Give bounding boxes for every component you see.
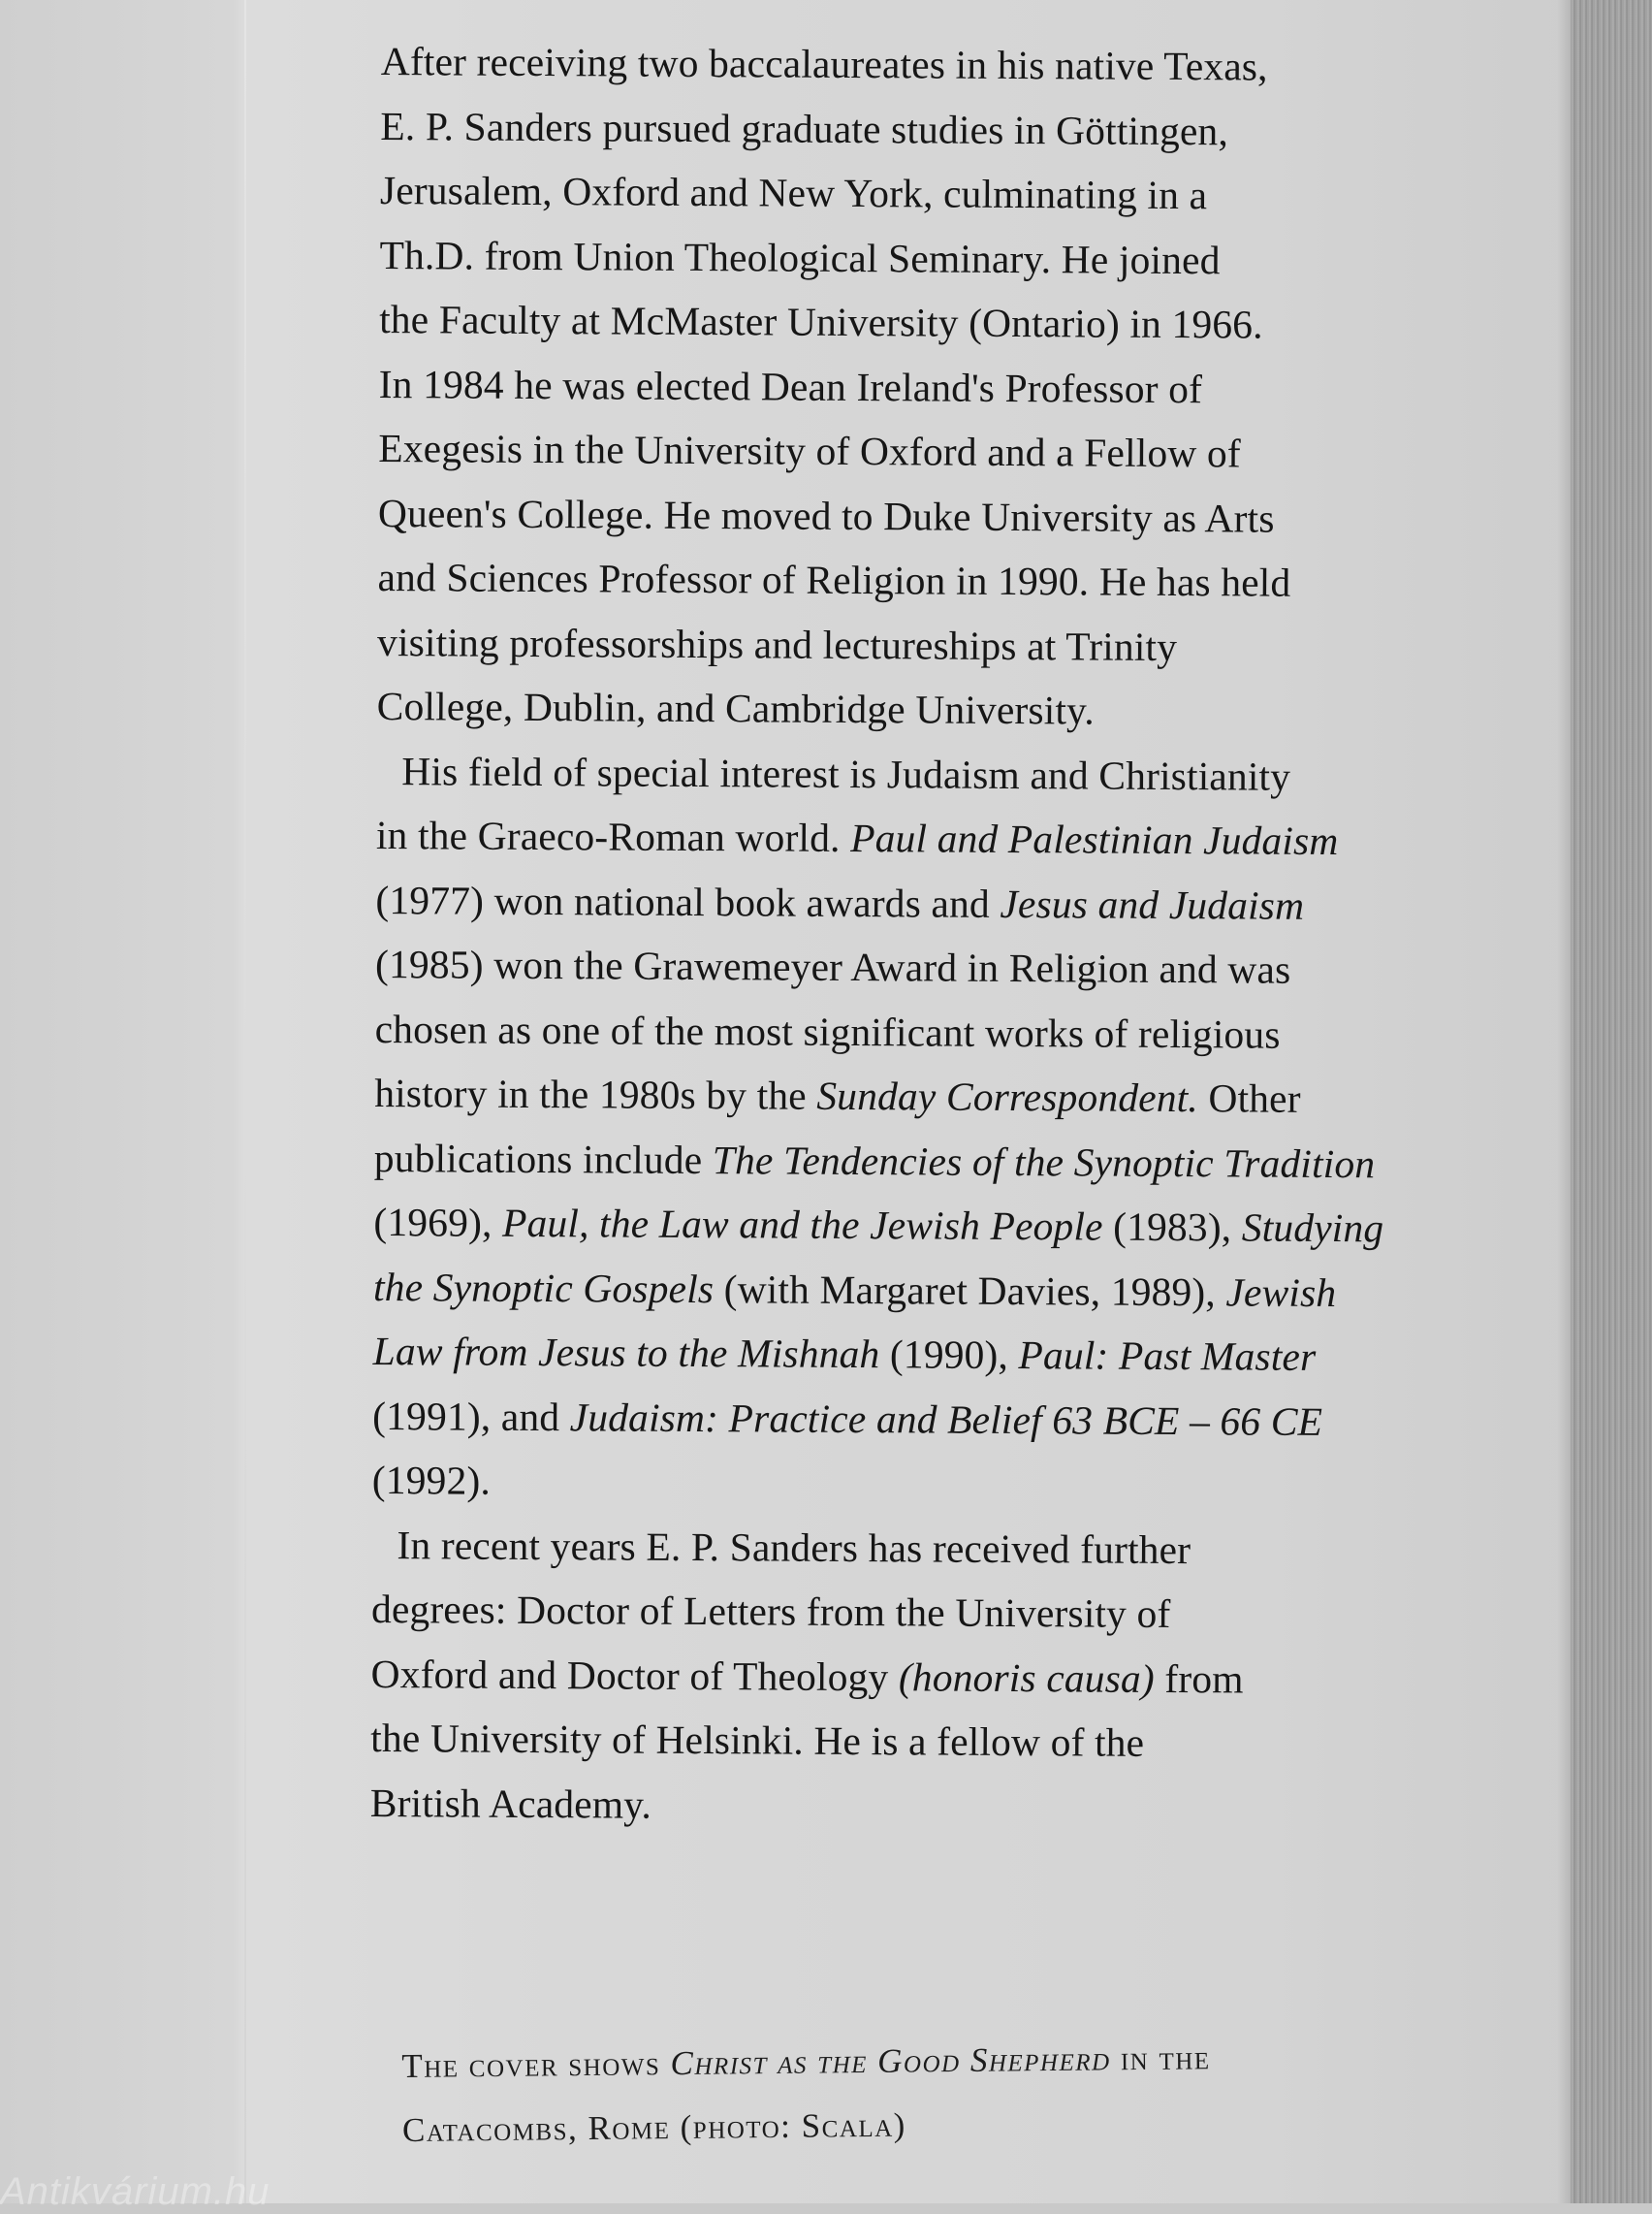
artwork-title: Christ as the Good Shepherd — [670, 2039, 1111, 2083]
bio-line: Th.D. from Union Theological Seminary. He joined — [379, 232, 1221, 282]
publication-title: Sunday Correspondent. — [816, 1073, 1199, 1121]
text-run: Catacombs, Rome (photo: Scala) — [401, 2105, 907, 2149]
caption-line — [402, 2089, 1334, 2163]
text-run: chosen as one of the most significant works of religious — [374, 1006, 1281, 1057]
book-subtitle: 63 BCE – 66 CE — [1052, 1396, 1323, 1444]
bio-line: the Faculty at McMaster University (Ontario) in 1966. — [379, 296, 1263, 347]
text-run: from — [1164, 1655, 1244, 1701]
bio-line: After receiving two baccalaureates in his native Texas, — [380, 38, 1268, 89]
book-title: Paul, the Law and the Jewish People — [501, 1200, 1103, 1249]
bio-line: Jerusalem, Oxford and New York, culminating in a — [379, 167, 1208, 218]
text-run: British Academy. — [369, 1780, 652, 1827]
text-run: (1992). — [371, 1457, 492, 1503]
book-title: Jesus and Judaism — [1000, 881, 1305, 928]
text-run: His field of special interest is Judaism and Christianity — [401, 748, 1291, 799]
bio-line — [371, 1512, 1370, 1583]
caption-line — [401, 2025, 1333, 2099]
bio-line — [370, 1770, 1369, 1841]
bio-line — [373, 1125, 1376, 1196]
book-title: the Synoptic Gospels — [372, 1264, 715, 1311]
book-title: Judaism: Practice and Belief — [569, 1394, 1042, 1442]
bio-line — [375, 996, 1374, 1067]
text-run: (1969), — [373, 1199, 492, 1245]
bio-line — [375, 867, 1374, 938]
bio-line — [370, 1706, 1369, 1777]
bio-line: In 1984 he was elected Dean Ireland's Professor of — [378, 361, 1203, 411]
bio-line — [370, 1641, 1369, 1712]
text-run: the University of Helsinki. He is a fellow of the — [370, 1715, 1145, 1765]
bio-line: Exegesis in the University of Oxford and a Fellow of — [378, 425, 1241, 476]
bio-line: Queen's College. He moved to Duke University as Arts — [377, 490, 1275, 541]
book-title: Paul and Palestinian Judaism — [850, 815, 1339, 864]
book-title: Paul: Past Master — [1018, 1332, 1317, 1379]
bio-line — [376, 803, 1375, 874]
text-run: The cover shows — [401, 2044, 661, 2085]
text-run: (1990), — [889, 1332, 1009, 1377]
text-run: in the Graeco-Roman world. — [375, 812, 841, 860]
text-run: degrees: Doctor of Letters from the University of — [370, 1586, 1171, 1637]
bio-line: College, Dublin, and Cambridge University. — [376, 683, 1095, 733]
text-run: (with Margaret Davies, 1989), — [723, 1266, 1217, 1314]
text-run: (1977) won national book awards and — [375, 877, 991, 926]
bio-line: visiting professorships and lectureships at Trinity — [377, 619, 1178, 669]
fold-line — [244, 0, 246, 2203]
bio-paragraph-2 — [371, 738, 1384, 1518]
text-run: history in the 1980s by the — [374, 1070, 807, 1118]
book-page-edges — [1571, 0, 1652, 2203]
book-title: Law from Jesus to the Mishnah — [372, 1328, 880, 1377]
book-title: Jewish — [1225, 1268, 1337, 1315]
bio-line — [372, 1319, 1371, 1390]
bio-line — [374, 1061, 1373, 1132]
bio-line — [371, 1577, 1370, 1648]
book-title: Studying — [1241, 1204, 1384, 1251]
cover-caption — [401, 2025, 1333, 2163]
text-run: Oxford and Doctor of Theology — [370, 1651, 889, 1699]
watermark: Antikvárium.hu — [0, 2170, 270, 2213]
text-run: publications include — [373, 1135, 703, 1182]
bio-line — [372, 1448, 1371, 1519]
book-title: The Tendencies of the Synoptic Tradition — [712, 1137, 1376, 1186]
text-run: In recent years E. P. Sanders has received further — [397, 1522, 1191, 1572]
bio-line: and Sciences Professor of Religion in 1990. He has held — [377, 554, 1291, 605]
text-run: (1983), — [1113, 1203, 1232, 1250]
bio-paragraph-3 — [370, 1512, 1371, 1841]
bio-line — [375, 932, 1374, 1003]
text-run: (1985) won the Grawemeyer Award in Religion and was — [374, 941, 1291, 992]
bio-line — [373, 1190, 1384, 1261]
text-run: (1991), and — [372, 1393, 560, 1439]
text-run: Other — [1208, 1075, 1301, 1121]
text-run: in the — [1120, 2038, 1211, 2078]
bio-line: E. P. Sanders pursued graduate studies in Göttingen, — [380, 103, 1229, 153]
bio-line — [376, 738, 1375, 809]
bio-line — [372, 1383, 1371, 1454]
bio-paragraph-1 — [377, 29, 1380, 745]
latin-phrase: (honoris causa) — [898, 1653, 1155, 1701]
bio-line — [373, 1254, 1372, 1325]
author-biography — [369, 29, 1384, 1841]
